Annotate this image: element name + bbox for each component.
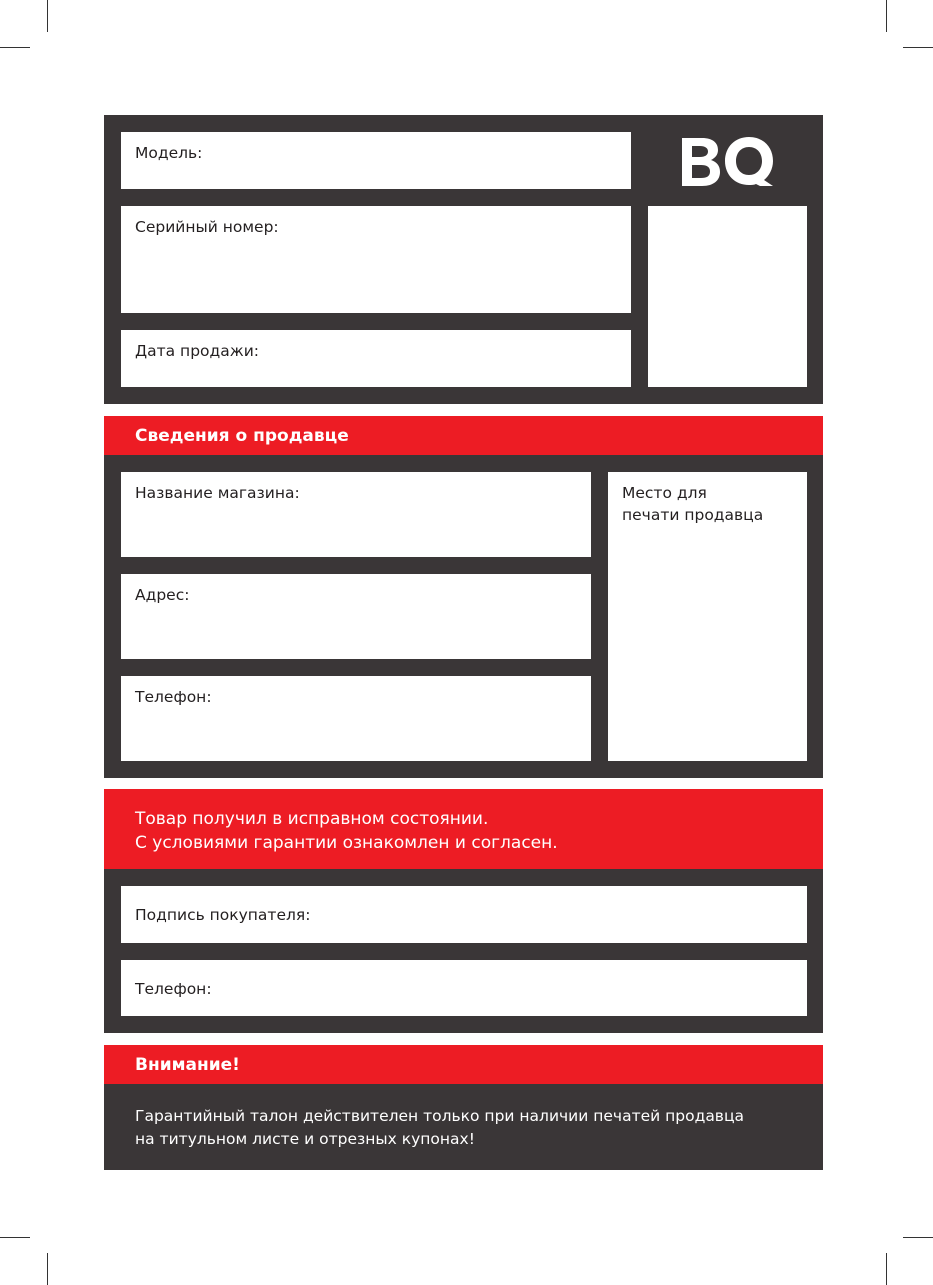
sale-date-label: Дата продажи: — [135, 342, 259, 360]
seller-stamp-field[interactable] — [608, 472, 807, 761]
warning-line-1: Гарантийный талон действителен только при наличии печатей продавца — [135, 1107, 744, 1125]
buyer-phone-label: Телефон: — [135, 980, 212, 998]
crop-mark — [886, 1253, 887, 1285]
buyer-phone-field[interactable] — [121, 960, 807, 1016]
crop-mark — [47, 0, 48, 32]
confirmation-bar — [104, 789, 823, 869]
confirmation-line-2: С условиями гарантии ознакомлен и согласен. — [135, 833, 558, 853]
shop-name-label: Название магазина: — [135, 484, 300, 502]
confirmation-text — [135, 807, 558, 855]
confirmation-line-1: Товар получил в исправном состоянии. — [135, 809, 489, 829]
model-field[interactable] — [121, 132, 631, 189]
seller-phone-label: Телефон: — [135, 688, 212, 706]
address-label: Адрес: — [135, 586, 190, 604]
model-label: Модель: — [135, 144, 203, 162]
warning-panel — [104, 1084, 823, 1170]
crop-mark — [903, 47, 933, 48]
crop-mark — [886, 0, 887, 32]
crop-mark — [47, 1253, 48, 1285]
crop-mark — [903, 1237, 933, 1238]
shop-name-field[interactable] — [121, 472, 591, 557]
crop-mark — [0, 1237, 30, 1238]
warning-heading: Внимание! — [135, 1055, 240, 1075]
seller-stamp-label: Место для печати продавца — [622, 484, 764, 524]
sale-date-field[interactable] — [121, 330, 631, 387]
serial-number-field[interactable] — [121, 206, 631, 313]
crop-mark — [0, 47, 30, 48]
bq-logo — [678, 134, 778, 190]
seller-header-bar — [104, 416, 823, 455]
warning-header-bar — [104, 1045, 823, 1084]
buyer-signature-label: Подпись покупателя: — [135, 906, 311, 924]
serial-number-label: Серийный номер: — [135, 218, 279, 236]
seller-heading: Сведения о продавце — [135, 426, 349, 446]
warning-text — [135, 1105, 744, 1151]
address-field[interactable] — [121, 574, 591, 659]
seller-phone-field[interactable] — [121, 676, 591, 761]
stamp-box-device[interactable] — [648, 206, 807, 387]
buyer-signature-field[interactable] — [121, 886, 807, 943]
warning-line-2: на титульном листе и отрезных купонах! — [135, 1130, 475, 1148]
